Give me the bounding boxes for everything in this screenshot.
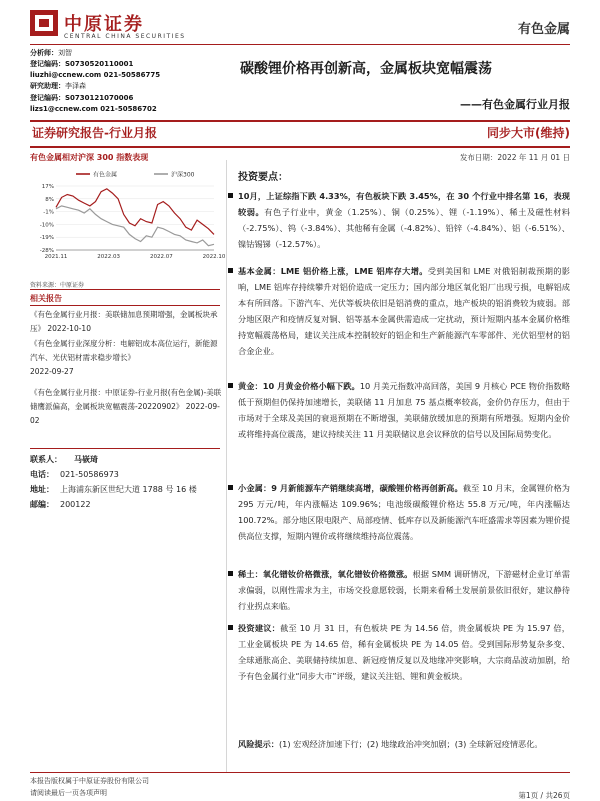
bullet-icon [228,268,233,273]
highlight-paragraph: 稀土：氧化镨钕价格微涨，氧化镨钕价格微涨。根据 SMM 调研情况，下游磁材企业订单需求偏弱，以刚性需求为主，市场交投意愿较弱，长期来看稀土发展前景依旧很好，建议静待行业拐点来临。 [238,566,570,614]
y-tick-label: -1% [43,209,54,216]
related-report-item[interactable] [30,386,222,428]
footer-divider [30,772,570,773]
x-tick-label: 2022.07 [149,254,173,260]
chart-title: 有色金属相对沪深 300 指数表现 [30,153,149,162]
report-title: 碳酸锂价格再创新高，金属板块宽幅震荡 [240,61,492,77]
related-report-title: 《有色金属行业月报：中原证券-行业月报(有色金属)-美联储鹰派偏高，金属板块宽幅震荡-20220902》 [30,388,222,411]
related-report-date: 2022-10-10 [47,324,91,333]
report-subtitle: ——有色金属行业月报 [460,98,570,111]
section-divider [30,289,220,290]
highlight-paragraph: 10月，上证综指下跌 4.33%，有色板块下跌 3.45%，在 30 个行业中排名第 16，表现较弱。有色子行业中，黄金（1.25%）、铜（0.25%）、锂（-1.19%）、稀土及磁性材料（-2.75%）、钨（-3.84%）、其他稀有金属（-4.82%）、铅锌（-4.84%）、铝（-6.51%）、镍钴锡锑（-12.57%）。 [238,188,570,252]
company-logo-icon [30,10,58,36]
y-tick-label: -19% [39,235,54,242]
sector-tag: 有色金属 [517,22,570,37]
related-report-item[interactable] [30,308,222,336]
report-type: 证券研究报告-行业月报 [32,126,157,140]
y-tick-label: 17% [41,184,54,190]
footer-disclaimer-link[interactable]: 请阅读最后一页各项声明 [30,789,107,797]
highlight-paragraph: 基本金属：LME 铝价格上涨，LME 铝库存大增。受到美国和 LME 对俄铝制裁预期的影响，LME 铝库存持续攀升对铝价造成一定压力；国内部分地区氧化铝厂出现亏损，电解铝成本有所回落。下游汽车、光伏等板块依旧是铝消费的重点，地产板块的铝消费较为疲弱。部分地区限产和疫情反复对铜、铝等基本金属供需造成一定扰动，预计短期内基本金属价格维持宽幅震荡格局，建议关注成本控制较好的铝企和生产新能源汽车零部件、光伏铝型材的铝合金企业。 [238,263,570,359]
related-report-title: 《有色金属行业深度分析：电解铝成本高位运行，新能源汽车、光伏铝材需求稳步增长》 [30,339,218,362]
legend-label: 沪深300 [171,171,195,179]
analyst-line: 登记编码：S0730121070006 [30,94,134,102]
footer-copyright: 本报告版权属于中原证券股份有限公司 [30,777,149,785]
section-divider [30,448,220,449]
contact-zip: 邮编： 200122 [30,500,91,509]
highlight-paragraph: 黄金：10 月黄金价格小幅下跌。10 月美元指数冲高回落，美国 9 月核心 PCE 物价指数略低于预期但仍保持加速增长，美联储 11 月加息 75 基点概率较高，金价仍存压力，但由于市场对于全球及美国的衰退预期在不断增强，美联储放缓加息的预期有所增强。短期内金价或将维持高位震荡，建议持续关注 11 月美联储议息会议释放的信号以及国际局势变化。 [238,378,570,442]
analyst-contact: lizs1@ccnew.com 021-50586702 [30,105,157,113]
bullet-icon [228,193,233,198]
section-divider [30,305,220,306]
highlight-paragraph: 投资建议：截至 10 月 31 日，有色板块 PE 为 14.56 倍，贵金属板块 PE 为 15.97 倍，工业金属板块 PE 为 14.65 倍，稀有金属板块 PE 为 14.05 倍。受到国际形势复杂多变、全球通胀高企、美联储持续加息、新冠疫情反复以及地缘冲突影响，大宗商品波动加剧，给予有色金属行业“同步大市”评级，建议关注铝、锂和黄金板块。 [238,620,570,684]
bullet-icon [228,383,233,388]
column-divider [226,160,227,772]
header-divider [30,44,570,45]
bullet-icon [228,625,233,630]
analyst-line: 登记编码：S0730520110001 [30,60,134,68]
publish-date: 发布日期：2022 年 11 月 01 日 [459,153,570,162]
investment-highlights-title: 投资要点： [238,172,288,183]
y-tick-label: -28% [39,248,54,254]
company-name-cn: 中原证券 [64,14,144,35]
x-tick-label: 2022.10 [202,254,226,260]
analyst-contact: liuzhi@ccnew.com 021-50586775 [30,71,161,79]
rating: 同步大市(维持) [487,126,570,140]
bullet-icon [228,571,233,576]
legend-label: 有色金属 [93,171,118,179]
analyst-line: 研究助理：李泽森 [30,82,86,90]
x-tick-label: 2022.03 [97,254,121,260]
company-name-en: CENTRAL CHINA SECURITIES [64,33,186,40]
x-tick-label: 2021.11 [44,254,68,260]
related-reports-label: 相关报告 [30,294,62,303]
related-report-title: 《有色金属行业月报：美联储加息预期增强，金属板块承压》 [30,310,218,333]
contact-person: 联系人： 马嵚琦 [30,455,98,464]
chart-source: 资料来源：中原证券 [30,282,85,289]
y-tick-label: 8% [45,196,54,203]
contact-phone: 电话： 021-50586973 [30,470,119,479]
related-report-date: 2022-09-27 [30,367,74,376]
page-number: 第1页 / 共26页 [518,791,570,800]
related-report-date: 2022-09-02 [30,402,220,425]
analyst-line: 分析师：刘智 [30,49,72,57]
bullet-icon [228,485,233,490]
contact-address: 地址： 上海浦东新区世纪大道 1788 号 16 楼 [30,485,197,494]
highlight-paragraph: 小金属：9 月新能源车产销继续高增，碳酸锂价格再创新高。截至 10 月末，金属锂价格为 295 万元/吨，年内涨幅达 109.96%；电池级碳酸锂价格达 55.8 万元/吨，年内涨幅达 100.72%。部分地区限电限产、局部疫情、低库存以及新能源汽车旺盛需求等因素为锂价提供高位支撑，短期内锂价或将继续维持高位震荡。 [238,480,570,544]
performance-chart [30,168,226,264]
y-tick-label: -10% [39,222,54,229]
related-report-item[interactable] [30,337,222,379]
risk-warning: 风险提示：(1) 宏观经济加速下行；(2) 地缘政治冲突加剧；(3) 全球新冠疫情恶化。 [238,739,543,749]
